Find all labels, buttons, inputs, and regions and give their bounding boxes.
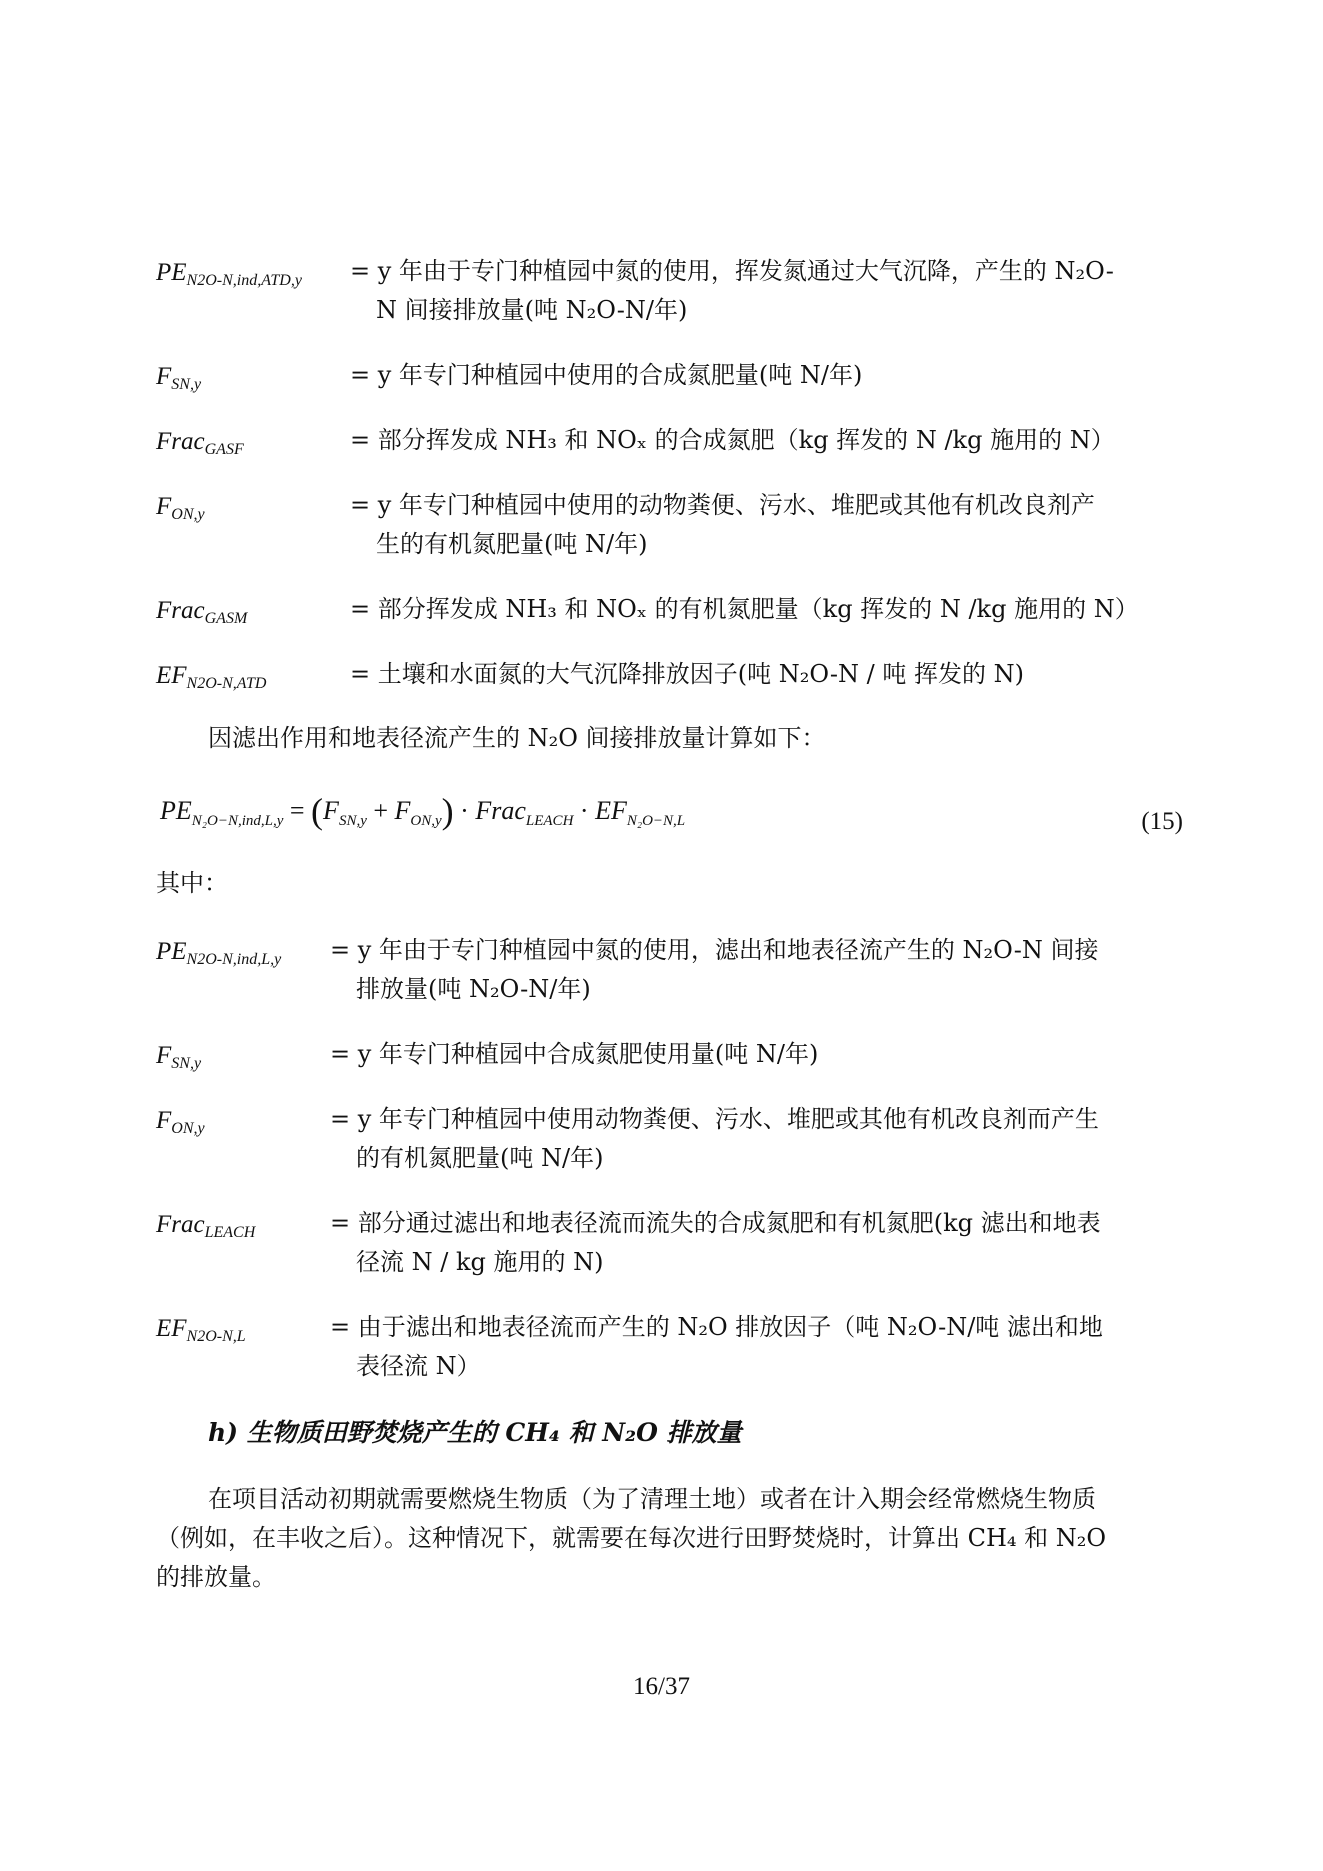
definition-pe-leach: = y 年由于专门种植园中氮的使用，滤出和地表径流产生的 N₂O-N 间接 排放量(吨 N₂O-N/年) (330, 936, 1099, 1003)
equation-15: $PE_{N_2O-N,ind,L,y} = (F_{SN,y} + F_{ON,y})$ · Frac$_{LEACH}$ · $EF_{N_2O-N,L}$ (160, 791, 686, 831)
symbol-frac-gasf: Frac$_{GASF}$ (156, 428, 244, 458)
symbol-frac-gasm: Frac$_{GASM}$ (156, 597, 248, 627)
definition-ef-n2o-n-l: = 由于滤出和地表径流而产生的 N₂O 排放因子（吨 N₂O-N/吨 滤出和地 表径流 N） (330, 1313, 1103, 1380)
symbol-ef-n2o-n-l: $EF_{N2O-N,L}$ (156, 1315, 246, 1345)
where-label: 其中： (156, 869, 228, 897)
intro-leach-paragraph: 因滤出作用和地表径流产生的 N₂O 间接排放量计算如下： (208, 724, 826, 752)
equation-number: (15) (1141, 808, 1183, 835)
symbol-f-sn-y: $F_{SN,y}$ (156, 363, 202, 393)
definition-f-sn-y: = y 年专门种植园中使用的合成氮肥量(吨 N/年) (350, 361, 863, 389)
section-heading-h: h) 生物质田野焚烧产生的 CH₄ 和 N₂O 排放量 (208, 1418, 742, 1447)
burn-paragraph-line3: 的排放量。 (156, 1563, 276, 1591)
definition-f-on-y: = y 年专门种植园中使用的动物粪便、污水、堆肥或其他有机改良剂产 生的有机氮肥量(吨 N/年) (350, 491, 1095, 558)
symbol-f-sn-y-2: $F_{SN,y}$ (156, 1042, 202, 1072)
definition-ef-n2o-n-atd: = 土壤和水面氮的大气沉降排放因子(吨 N₂O-N / 吨 挥发的 N) (350, 660, 1024, 688)
definition-frac-gasm: = 部分挥发成 NH₃ 和 NOₓ 的有机氮肥量（kg 挥发的 N /kg 施用的 N） (350, 595, 1139, 623)
symbol-ef-n2o-n-atd: $EF_{N2O-N,ATD}$ (156, 662, 267, 692)
definition-frac-leach: = 部分通过滤出和地表径流而流失的合成氮肥和有机氮肥(kg 滤出和地表 径流 N / kg 施用的 N) (330, 1209, 1101, 1276)
definition-frac-gasf: = 部分挥发成 NH₃ 和 NOₓ 的合成氮肥（kg 挥发的 N /kg 施用的 N） (350, 426, 1115, 454)
symbol-f-on-y: $F_{ON,y}$ (156, 493, 205, 523)
burn-paragraph-line1: 在项目活动初期就需要燃烧生物质（为了清理土地）或者在计入期会经常燃烧生物质 (208, 1485, 1096, 1513)
burn-paragraph-line2: （例如，在丰收之后）。这种情况下，就需要在每次进行田野焚烧时，计算出 CH₄ 和 N₂O (156, 1524, 1107, 1552)
definition-f-on-y-2: = y 年专门种植园中使用动物粪便、污水、堆肥或其他有机改良剂而产生 的有机氮肥量(吨 N/年) (330, 1105, 1099, 1172)
page-number: 16/37 (633, 1673, 690, 1700)
symbol-pe-n2o-n-ind-atd-y: $PE_{N2O-N,ind,ATD,y}$ (156, 259, 302, 289)
definition-pe-atd: = y 年由于专门种植园中氮的使用，挥发氮通过大气沉降，产生的 N₂O- N 间接排放量(吨 N₂O-N/年) (350, 257, 1114, 324)
definition-f-sn-y-2: = y 年专门种植园中合成氮肥使用量(吨 N/年) (330, 1040, 819, 1068)
symbol-pe-n2o-n-ind-l-y: $PE_{N2O-N,ind,L,y}$ (156, 938, 282, 968)
symbol-f-on-y-2: $F_{ON,y}$ (156, 1107, 205, 1137)
symbol-frac-leach: Frac$_{LEACH}$ (156, 1211, 256, 1241)
